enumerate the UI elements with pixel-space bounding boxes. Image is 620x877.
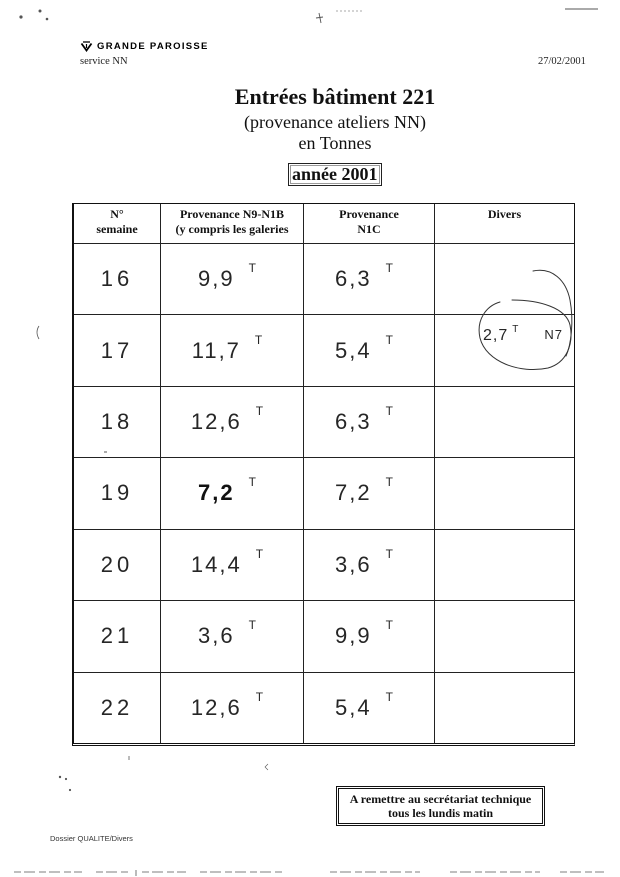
table-row xyxy=(74,387,574,458)
header-week-line2: semaine xyxy=(96,221,138,236)
n9-n1b-unit: T xyxy=(255,689,264,704)
n1c-cell xyxy=(304,458,435,528)
notice-line-2: tous les lundis matin xyxy=(387,806,494,820)
week-number: 18 xyxy=(100,409,134,435)
week-cell xyxy=(74,244,161,314)
divers-cell xyxy=(435,315,574,385)
company-letterhead xyxy=(80,41,209,52)
header-divers-line1: Divers xyxy=(487,207,522,221)
table-row xyxy=(74,458,574,529)
week-cell xyxy=(74,315,161,385)
header-n9-n1b xyxy=(161,204,304,243)
divers-cell xyxy=(435,387,574,457)
n1c-value: 6,3 xyxy=(335,409,372,435)
divers-cell xyxy=(435,673,574,743)
header-week xyxy=(74,204,161,243)
n9-n1b-unit: T xyxy=(248,261,256,276)
n1c-cell xyxy=(304,601,435,671)
title-unit: en Tonnes xyxy=(298,133,372,153)
notice-line-1: A remettre au secrétariat technique xyxy=(349,792,532,806)
header-n1c-line2: N1C xyxy=(357,221,381,236)
company-name: GRANDE PAROISSE xyxy=(97,41,209,52)
table-row xyxy=(74,244,574,315)
n1c-value: 3,6 xyxy=(335,551,372,577)
header-n1c-line1: Provenance xyxy=(339,207,399,221)
week-cell xyxy=(74,530,161,600)
table-row xyxy=(74,673,574,743)
title-origin: (provenance ateliers NN) xyxy=(244,112,426,132)
n9-n1b-value: 12,6 xyxy=(190,694,242,720)
header-n9-n1b-line1: Provenance N9-N1B xyxy=(179,207,285,221)
weekly-entries-table xyxy=(72,203,575,746)
document-date: 27/02/2001 xyxy=(538,56,586,67)
week-number: 21 xyxy=(100,623,134,649)
n9-n1b-value: 12,6 xyxy=(190,409,242,435)
n9-n1b-unit: T xyxy=(254,332,263,347)
n1c-unit: T xyxy=(385,618,393,633)
table-row xyxy=(74,530,574,601)
header-n1c xyxy=(304,204,435,243)
week-number: 22 xyxy=(100,694,134,720)
n9-n1b-cell xyxy=(161,673,304,743)
header-divers xyxy=(435,204,574,243)
header-week-line1: N° xyxy=(110,207,124,221)
divers-entry xyxy=(483,324,563,345)
divers-cell xyxy=(435,601,574,671)
table-row xyxy=(74,601,574,672)
divers-note: N7 xyxy=(544,327,563,343)
n1c-unit: T xyxy=(385,332,393,347)
n1c-value: 5,4 xyxy=(335,337,372,363)
n1c-unit: T xyxy=(385,689,393,704)
week-number: 20 xyxy=(100,551,134,577)
week-number: 16 xyxy=(100,266,134,292)
n1c-unit: T xyxy=(385,404,393,419)
week-cell xyxy=(74,673,161,743)
divers-value: 2,7 xyxy=(483,327,509,345)
week-number: 19 xyxy=(100,480,134,506)
divers-cell xyxy=(435,458,574,528)
n9-n1b-value: 9,9 xyxy=(198,266,235,292)
n1c-unit: T xyxy=(385,546,393,561)
n1c-cell xyxy=(304,244,435,314)
file-reference: Dossier QUALITE/Divers xyxy=(50,834,133,843)
week-number: 17 xyxy=(100,337,134,363)
n1c-unit: T xyxy=(385,261,393,276)
n1c-value: 7,2 xyxy=(335,480,372,506)
header-n9-n1b-line2: (y compris les galeries xyxy=(175,221,289,236)
n1c-value: 5,4 xyxy=(335,694,372,720)
n9-n1b-value: 7,2 xyxy=(198,480,235,506)
week-cell xyxy=(74,458,161,528)
n1c-cell xyxy=(304,387,435,457)
n9-n1b-cell xyxy=(161,387,304,457)
page-title: Entrées bâtiment 221 xyxy=(234,84,436,109)
n1c-value: 9,9 xyxy=(335,623,372,649)
company-logo-icon xyxy=(80,41,93,52)
submission-notice-box xyxy=(336,786,545,826)
week-cell xyxy=(74,601,161,671)
n9-n1b-value: 11,7 xyxy=(191,337,241,363)
divers-cell xyxy=(435,530,574,600)
n9-n1b-unit: T xyxy=(248,475,256,490)
n1c-cell xyxy=(304,530,435,600)
year-box: année 2001 xyxy=(288,163,382,186)
divers-unit: T xyxy=(512,324,521,336)
table-header-row xyxy=(74,204,574,244)
divers-cell xyxy=(435,244,574,314)
n9-n1b-value: 3,6 xyxy=(198,623,235,649)
n1c-cell xyxy=(304,315,435,385)
n1c-cell xyxy=(304,673,435,743)
week-cell xyxy=(74,387,161,457)
n9-n1b-cell xyxy=(161,458,304,528)
n9-n1b-cell xyxy=(161,315,304,385)
service-label: service NN xyxy=(80,56,128,67)
table-row xyxy=(74,315,574,386)
n1c-unit: T xyxy=(385,475,393,490)
n9-n1b-value: 14,4 xyxy=(190,551,242,577)
n1c-value: 6,3 xyxy=(335,266,372,292)
n9-n1b-unit: T xyxy=(255,404,264,419)
n9-n1b-unit: T xyxy=(255,546,264,561)
n9-n1b-unit: T xyxy=(248,618,256,633)
n9-n1b-cell xyxy=(161,244,304,314)
n9-n1b-cell xyxy=(161,601,304,671)
n9-n1b-cell xyxy=(161,530,304,600)
